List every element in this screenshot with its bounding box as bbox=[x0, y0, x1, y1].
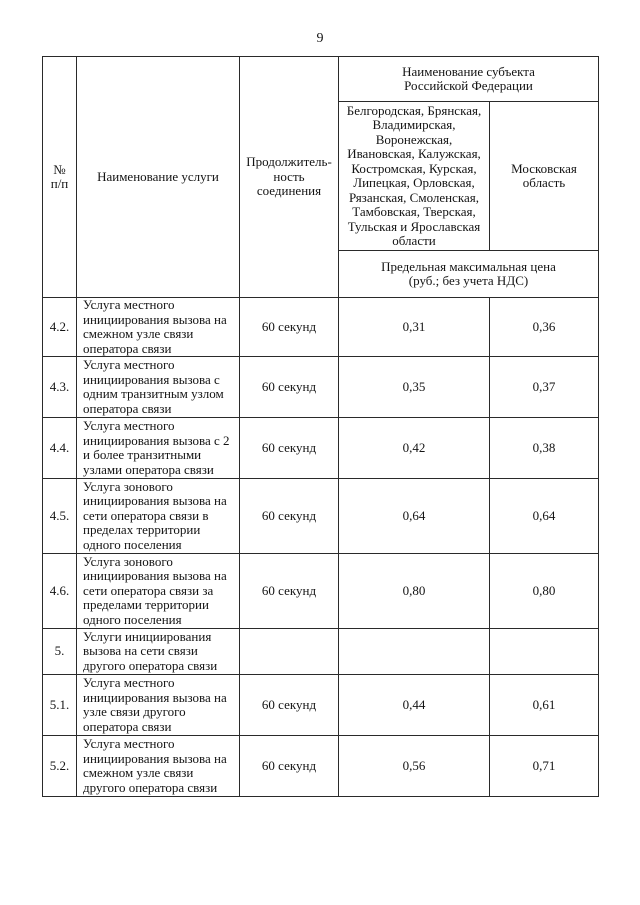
price-region-group: 0,80 bbox=[339, 554, 490, 629]
row-number: 4.3. bbox=[43, 357, 77, 418]
row-number: 4.2. bbox=[43, 298, 77, 357]
row-number: 5. bbox=[43, 629, 77, 675]
price-moscow-oblast: 0,64 bbox=[490, 479, 599, 554]
table-row bbox=[43, 298, 599, 357]
row-number: 4.6. bbox=[43, 554, 77, 629]
header-row bbox=[43, 57, 599, 102]
price-moscow-oblast: 0,37 bbox=[490, 357, 599, 418]
tariff-table bbox=[42, 56, 599, 797]
service-name: Услуга местного инициирования вызова на смежном узле связи другого оператора связи bbox=[77, 736, 240, 797]
header-subject-name: Наименование субъекта Российской Федерации bbox=[339, 57, 599, 102]
service-name: Услуги инициирования вызова на сети связи другого оператора связи bbox=[77, 629, 240, 675]
price-region-group: 0,56 bbox=[339, 736, 490, 797]
table-row bbox=[43, 418, 599, 479]
price-moscow-oblast: 0,36 bbox=[490, 298, 599, 357]
connection-duration: 60 секунд bbox=[240, 675, 339, 736]
price-moscow-oblast: 0,80 bbox=[490, 554, 599, 629]
header-max-price: Предельная максимальная цена (руб.; без учета НДС) bbox=[339, 251, 599, 298]
table-row bbox=[43, 554, 599, 629]
connection-duration: 60 секунд bbox=[240, 479, 339, 554]
header-region-group: Белгородская, Брянская, Владимирская, Воронежская, Ивановская, Калужская, Костромская, Курская, Липецкая, Орловская, Рязанская, Смоленская, Тамбовская, Тверская, Тульская и Ярославская области bbox=[339, 102, 490, 251]
table-body bbox=[43, 298, 599, 797]
header-number: № п/п bbox=[43, 57, 77, 298]
service-name: Услуга зонового инициирования вызова на сети оператора связи в пределах территории одного поселения bbox=[77, 479, 240, 554]
service-name: Услуга местного инициирования вызова с 2 и более транзитными узлами оператора связи bbox=[77, 418, 240, 479]
price-region-group: 0,35 bbox=[339, 357, 490, 418]
table-row bbox=[43, 357, 599, 418]
connection-duration: 60 секунд bbox=[240, 736, 339, 797]
connection-duration: 60 секунд bbox=[240, 357, 339, 418]
header-connection-duration: Продолжитель- ность соединения bbox=[240, 57, 339, 298]
table-header bbox=[43, 57, 599, 298]
table-row bbox=[43, 629, 599, 675]
table-row bbox=[43, 479, 599, 554]
price-region-group bbox=[339, 629, 490, 675]
service-name: Услуга зонового инициирования вызова на сети оператора связи за пределами территории одного поселения bbox=[77, 554, 240, 629]
row-number: 4.4. bbox=[43, 418, 77, 479]
table-row bbox=[43, 675, 599, 736]
connection-duration bbox=[240, 629, 339, 675]
price-region-group: 0,31 bbox=[339, 298, 490, 357]
connection-duration: 60 секунд bbox=[240, 554, 339, 629]
price-region-group: 0,44 bbox=[339, 675, 490, 736]
row-number: 5.2. bbox=[43, 736, 77, 797]
price-moscow-oblast bbox=[490, 629, 599, 675]
page-number: 9 bbox=[316, 31, 324, 46]
service-name: Услуга местного инициирования вызова с одним транзитным узлом оператора связи bbox=[77, 357, 240, 418]
row-number: 4.5. bbox=[43, 479, 77, 554]
price-moscow-oblast: 0,71 bbox=[490, 736, 599, 797]
price-region-group: 0,64 bbox=[339, 479, 490, 554]
price-moscow-oblast: 0,61 bbox=[490, 675, 599, 736]
price-region-group: 0,42 bbox=[339, 418, 490, 479]
table-row bbox=[43, 736, 599, 797]
header-region-moscow: Московская область bbox=[490, 102, 599, 251]
service-name: Услуга местного инициирования вызова на смежном узле связи оператора связи bbox=[77, 298, 240, 357]
price-moscow-oblast: 0,38 bbox=[490, 418, 599, 479]
connection-duration: 60 секунд bbox=[240, 418, 339, 479]
service-name: Услуга местного инициирования вызова на узле связи другого оператора связи bbox=[77, 675, 240, 736]
header-service-name: Наименование услуги bbox=[77, 57, 240, 298]
row-number: 5.1. bbox=[43, 675, 77, 736]
connection-duration: 60 секунд bbox=[240, 298, 339, 357]
